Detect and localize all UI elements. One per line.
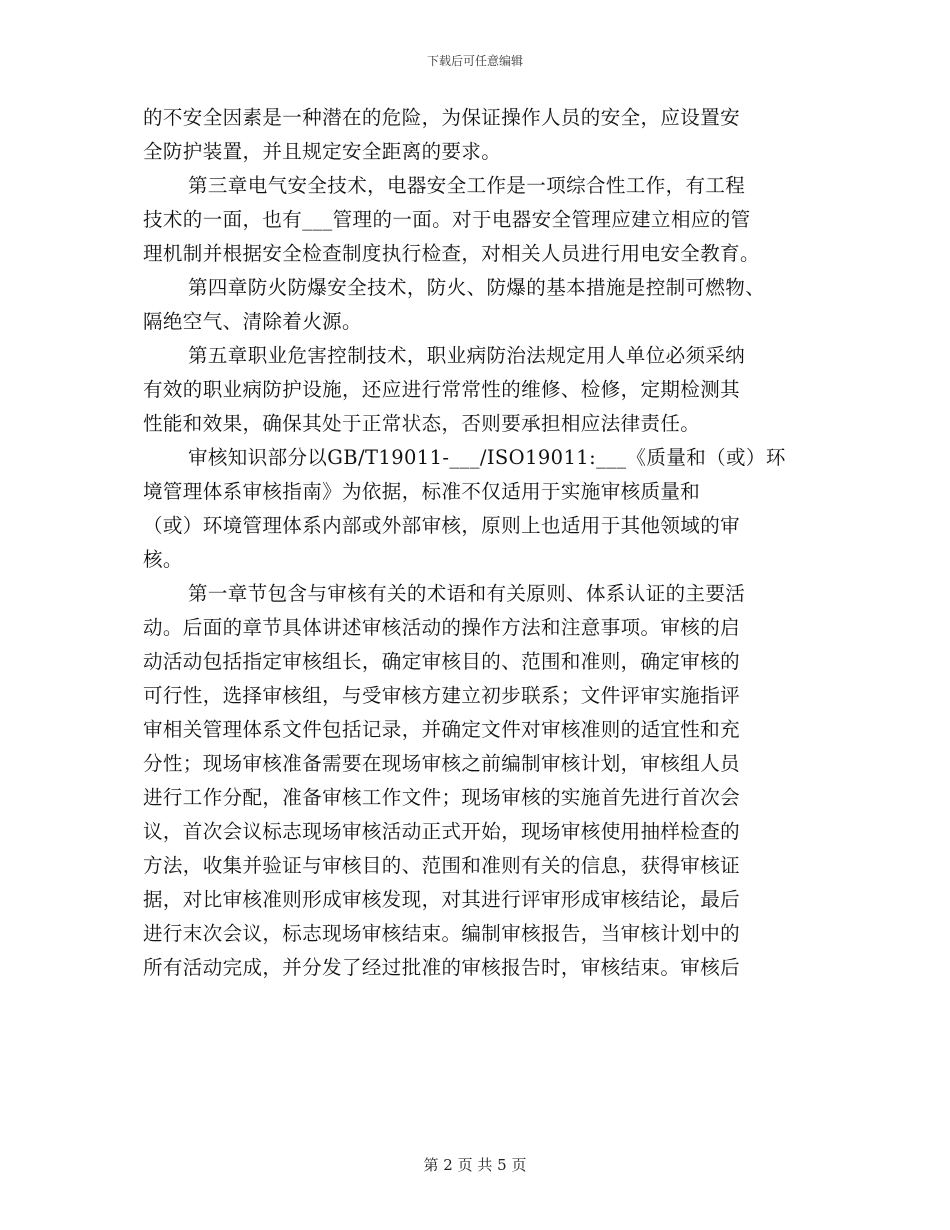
page-header: 下载后可任意编辑 <box>426 54 523 68</box>
text-line: 理机制并根据安全检查制度执行检查，对相关人员进行用电安全教育。 <box>143 242 760 265</box>
text-line: 核。 <box>143 548 183 571</box>
text-line: 全防护装置，并且规定安全距离的要求。 <box>143 140 502 163</box>
text-line: 隔绝空气、清除着火源。 <box>143 310 362 333</box>
text-line: 境管理体系审核指南》为依据，标准不仅适用于实施审核质量和 <box>143 480 701 503</box>
text-line: 的不安全因素是一种潜在的危险，为保证操作人员的安全，应设置安 <box>143 106 741 129</box>
text-line: 进行末次会议，标志现场审核结束。编制审核报告，当审核计划中的 <box>143 922 741 945</box>
text-line: 性能和效果，确保其处于正常状态，否则要承担相应法律责任。 <box>143 412 701 435</box>
text-line: 第一章节包含与审核有关的术语和有关原则、体系认证的主要活 <box>188 582 746 605</box>
text-line: 方法，收集并验证与审核目的、范围和准则有关的信息，获得审核证 <box>143 854 741 877</box>
text-line: 第三章电气安全技术，电器安全工作是一项综合性工作，有工程 <box>188 174 746 197</box>
text-line: 审相关管理体系文件包括记录，并确定文件对审核准则的适宜性和充 <box>143 718 741 741</box>
text-line: 动。后面的章节具体讲述审核活动的操作方法和注意事项。审核的启 <box>143 616 741 639</box>
text-line: 议，首次会议标志现场审核活动正式开始，现场审核使用抽样检查的 <box>143 820 741 843</box>
text-line: 分性；现场审核准备需要在现场审核之前编制审核计划，审核组人员 <box>143 752 741 775</box>
text-line: 有效的职业病防护设施，还应进行常常性的维修、检修，定期检测其 <box>143 378 741 401</box>
text-line: 据，对比审核准则形成审核发现，对其进行评审形成审核结论，最后 <box>143 888 741 911</box>
text-line: 可行性，选择审核组，与受审核方建立初步联系；文件评审实施指评 <box>143 684 741 707</box>
text-line: 第四章防火防爆安全技术，防火、防爆的基本措施是控制可燃物、 <box>188 276 766 299</box>
document-body <box>143 101 823 985</box>
text-line: （或）环境管理体系内部或外部审核，原则上也适用于其他领域的审 <box>143 514 741 537</box>
page-number: 第 2 页 共 5 页 <box>423 1156 527 1174</box>
text-line: 技术的一面，也有___管理的一面。对于电器安全管理应建立相应的管 <box>143 208 751 231</box>
text-line: 所有活动完成，并分发了经过批准的审核报告时，审核结束。审核后 <box>143 956 741 979</box>
text-line: 动活动包括指定审核组长，确定审核目的、范围和准则，确定审核的 <box>143 650 741 673</box>
text-line: 进行工作分配，准备审核工作文件；现场审核的实施首先进行首次会 <box>143 786 741 809</box>
text-line: 审核知识部分以GB/T19011-___/ISO19011:___《质量和（或）环 <box>188 446 786 469</box>
text-line: 第五章职业危害控制技术，职业病防治法规定用人单位必须采纳 <box>188 344 746 367</box>
